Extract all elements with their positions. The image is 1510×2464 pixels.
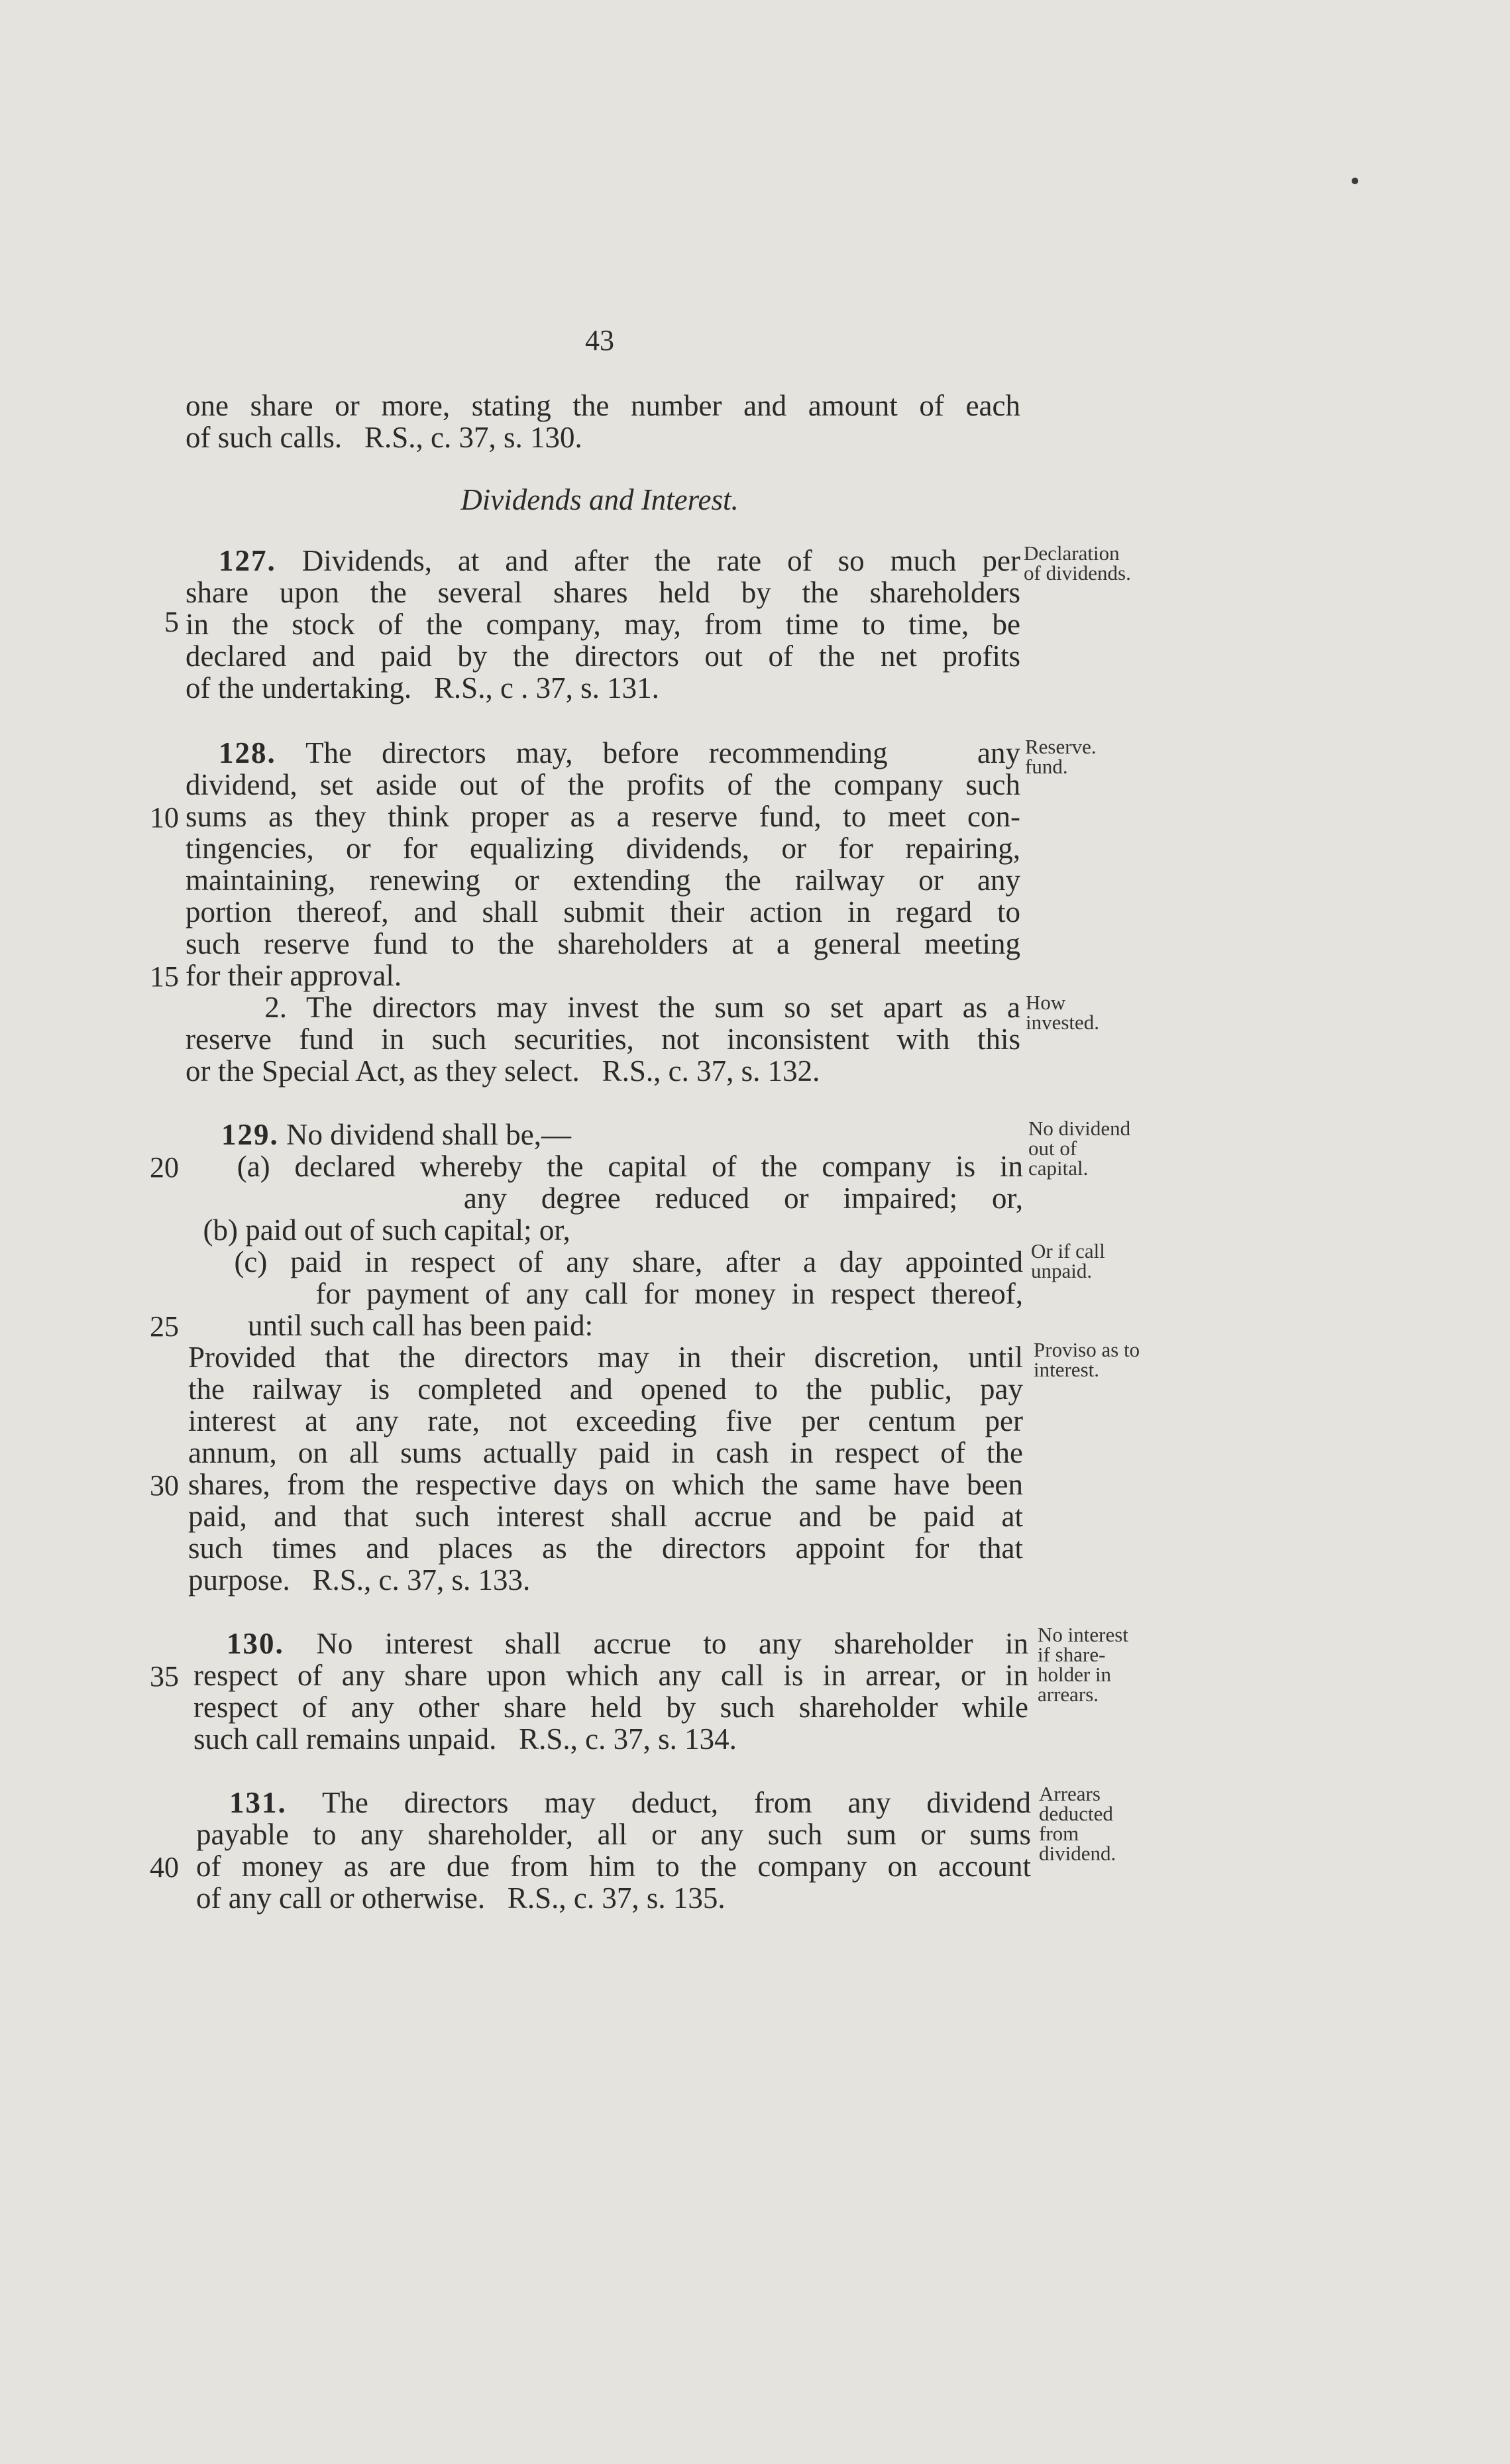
line-text: paid, and that such interest shall accrue and be paid at: [188, 1500, 1023, 1533]
line-text: any degree reduced or impaired; or,: [188, 1182, 1023, 1215]
line-text: payable to any shareholder, all or any such sum or sums: [196, 1818, 1031, 1851]
line-text: (b) paid out of such capital; or,: [188, 1213, 570, 1247]
section-number: 129.: [221, 1118, 279, 1151]
paragraph-block: [186, 545, 1020, 704]
line-text: shares, from the respective days on which the same have been: [188, 1468, 1023, 1501]
line-text: 2. The directors may invest the sum so set apart as a: [186, 991, 1020, 1024]
line-text: respect of any other share held by such shareholder while: [193, 1691, 1028, 1724]
text-line: [188, 1437, 1023, 1469]
line-text: such call remains unpaid. R.S., c. 37, s. 134.: [193, 1722, 737, 1756]
line-text: until such call has been paid:: [188, 1309, 594, 1342]
text-line: [188, 1310, 1023, 1341]
text-line: [186, 421, 1020, 453]
text-line: [188, 1469, 1023, 1500]
text-line: [186, 991, 1020, 1023]
line-text: of any call or otherwise. R.S., c. 37, s. 135.: [196, 1881, 726, 1915]
section-number: 128.: [219, 736, 276, 769]
text-line: [186, 672, 1020, 704]
text-line: [188, 1564, 1023, 1596]
text-line: [186, 896, 1020, 928]
line-text: for their approval.: [186, 959, 402, 992]
paragraph-block: [193, 1628, 1028, 1755]
line-text: portion thereof, and shall submit their action in regard to: [186, 895, 1020, 928]
margin-note: How invested.: [1026, 991, 1100, 1034]
line-number: 30: [150, 1469, 179, 1502]
line-number: 40: [150, 1851, 179, 1883]
section-number: 130.: [227, 1627, 284, 1660]
text-line: [186, 1023, 1020, 1055]
text-line: [188, 1405, 1023, 1437]
paragraph-block: [186, 737, 1020, 1087]
text-line: [186, 577, 1020, 608]
text-line: [193, 1723, 1028, 1755]
line-text: The directors may deduct, from any dividend: [286, 1786, 1031, 1819]
section-number: 131.: [229, 1786, 287, 1819]
text-line: [186, 960, 1020, 991]
section-heading: Dividends and Interest.: [460, 483, 739, 516]
line-text: sums as they think proper as a reserve fund, to meet con-: [186, 800, 1020, 833]
text-line: [186, 390, 1020, 421]
margin-note: Declaration of dividends.: [1024, 541, 1131, 585]
text-line: [188, 1246, 1023, 1278]
line-text: one share or more, stating the number and amount of each: [186, 389, 1020, 422]
line-text: No interest shall accrue to any shareholder in: [284, 1627, 1028, 1660]
line-text: Provided that the directors may in their discretion, until: [188, 1341, 1023, 1374]
margin-note: Proviso as to interest.: [1034, 1338, 1140, 1381]
text-line: [193, 1691, 1028, 1723]
line-text: in the stock of the company, may, from time to time, be: [186, 608, 1020, 641]
text-line: [186, 832, 1020, 864]
text-line: [188, 1278, 1023, 1310]
line-text: (a) declared whereby the capital of the company is in: [188, 1150, 1023, 1183]
line-number: 25: [150, 1310, 179, 1343]
line-text: such times and places as the directors appoint for that: [188, 1532, 1023, 1565]
line-text: (c) paid in respect of any share, after a day appointed: [188, 1245, 1023, 1278]
text-line: [186, 640, 1020, 672]
line-text: of such calls. R.S., c. 37, s. 130.: [186, 421, 582, 454]
line-text: The directors may, before recommending any: [276, 736, 1020, 769]
text-line: [196, 1787, 1031, 1819]
text-line: [196, 1819, 1031, 1850]
text-line: [186, 737, 1020, 769]
margin-note: No interest if share- holder in arrears.: [1038, 1623, 1128, 1706]
margin-note: Reserve. fund.: [1025, 735, 1097, 778]
line-text: such reserve fund to the shareholders at a general meeting: [186, 927, 1020, 960]
line-text: respect of any share upon which any call is in arrear, or in: [193, 1659, 1028, 1692]
text-line: [196, 1882, 1031, 1914]
line-text: No dividend shall be,—: [278, 1118, 571, 1151]
paper-speck: [1352, 178, 1358, 184]
text-line: [188, 1500, 1023, 1532]
margin-note: No dividend out of capital.: [1028, 1117, 1131, 1180]
text-line: [188, 1182, 1023, 1214]
line-text: the railway is completed and opened to the public, pay: [188, 1372, 1023, 1406]
line-number: 5: [164, 606, 179, 638]
line-text: maintaining, renewing or extending the railway or any: [186, 864, 1020, 897]
text-line: [188, 1214, 1023, 1246]
line-number: 35: [150, 1660, 179, 1693]
text-line: [186, 545, 1020, 577]
margin-note: Or if call unpaid.: [1031, 1239, 1105, 1282]
line-number: 15: [150, 960, 179, 993]
text-line: [186, 1055, 1020, 1087]
line-text: declared and paid by the directors out of the net profits: [186, 640, 1020, 673]
paragraph-block: [196, 1787, 1031, 1914]
line-text: or the Special Act, as they select. R.S., c. 37, s. 132.: [186, 1054, 820, 1088]
section-number: 127.: [219, 544, 276, 577]
paragraph-block: [188, 1119, 1023, 1596]
text-line: [186, 928, 1020, 960]
line-text: tingencies, or for equalizing dividends, or for repairing,: [186, 832, 1020, 865]
text-line: [196, 1850, 1031, 1882]
line-text: Dividends, at and after the rate of so much per: [276, 544, 1020, 577]
text-line: [188, 1373, 1023, 1405]
line-text: dividend, set aside out of the profits of the company such: [186, 768, 1020, 801]
text-line: [186, 608, 1020, 640]
line-text: share upon the several shares held by the shareholders: [186, 576, 1020, 609]
line-number: 20: [150, 1151, 179, 1184]
line-text: of money as are due from him to the company on account: [196, 1850, 1031, 1883]
line-number: 10: [150, 801, 179, 834]
text-line: [188, 1150, 1023, 1182]
line-text: for payment of any call for money in respect thereof,: [188, 1277, 1023, 1310]
page-number: 43: [585, 324, 614, 357]
line-text: purpose. R.S., c. 37, s. 133.: [188, 1563, 531, 1596]
text-line: [188, 1532, 1023, 1564]
line-text: reserve fund in such securities, not inconsistent with this: [186, 1023, 1020, 1056]
margin-note: Arrears deducted from dividend.: [1039, 1782, 1116, 1865]
text-line: [193, 1659, 1028, 1691]
line-text: interest at any rate, not exceeding five per centum per: [188, 1404, 1023, 1437]
text-line: [188, 1119, 1023, 1150]
text-line: [188, 1341, 1023, 1373]
paragraph-block: [186, 390, 1020, 453]
text-line: [193, 1628, 1028, 1659]
line-text: annum, on all sums actually paid in cash in respect of the: [188, 1436, 1023, 1469]
line-text: of the undertaking. R.S., c . 37, s. 131.: [186, 671, 659, 704]
text-line: [186, 769, 1020, 801]
text-line: [186, 864, 1020, 896]
text-line: [186, 801, 1020, 832]
